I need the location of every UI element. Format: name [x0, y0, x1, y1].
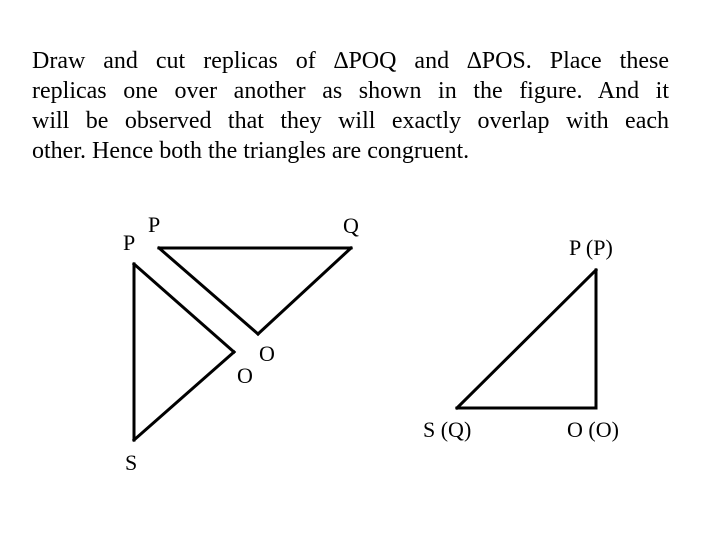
triangle-poq-label-q: Q	[343, 213, 359, 238]
triangle-poq-side-po	[159, 248, 258, 334]
overlapped-triangle-hypotenuse	[457, 270, 596, 408]
triangle-pos-label-p: P	[123, 230, 136, 255]
triangle-poq	[148, 212, 359, 366]
triangle-poq-side-qo	[258, 248, 351, 334]
triangle-pos-label-o: O	[237, 363, 253, 388]
overlapped-triangle	[423, 235, 619, 442]
triangle-pos-side-po	[134, 264, 234, 352]
triangle-pos	[123, 230, 253, 475]
paragraph-line-1: Draw and cut replicas of ∆POQ and ∆POS. Place these	[32, 48, 669, 74]
triangle-poq-label-p: P	[148, 212, 161, 237]
paragraph-line-3: will be observed that they will exactly overlap with each	[32, 108, 669, 134]
overlapped-triangle-label-bottom-right: O (O)	[567, 417, 619, 442]
triangle-pos-label-s: S	[125, 450, 138, 475]
overlapped-triangle-label-bottom-left: S (Q)	[423, 417, 472, 442]
triangle-poq-label-o: O	[259, 341, 275, 366]
overlapped-triangle-label-top: P (P)	[569, 235, 613, 260]
paragraph-line-2: replicas one over another as shown in the figure. And it	[32, 78, 669, 104]
triangle-pos-side-os	[134, 352, 234, 440]
paragraph-line-4: other. Hence both the triangles are congruent.	[32, 138, 470, 164]
